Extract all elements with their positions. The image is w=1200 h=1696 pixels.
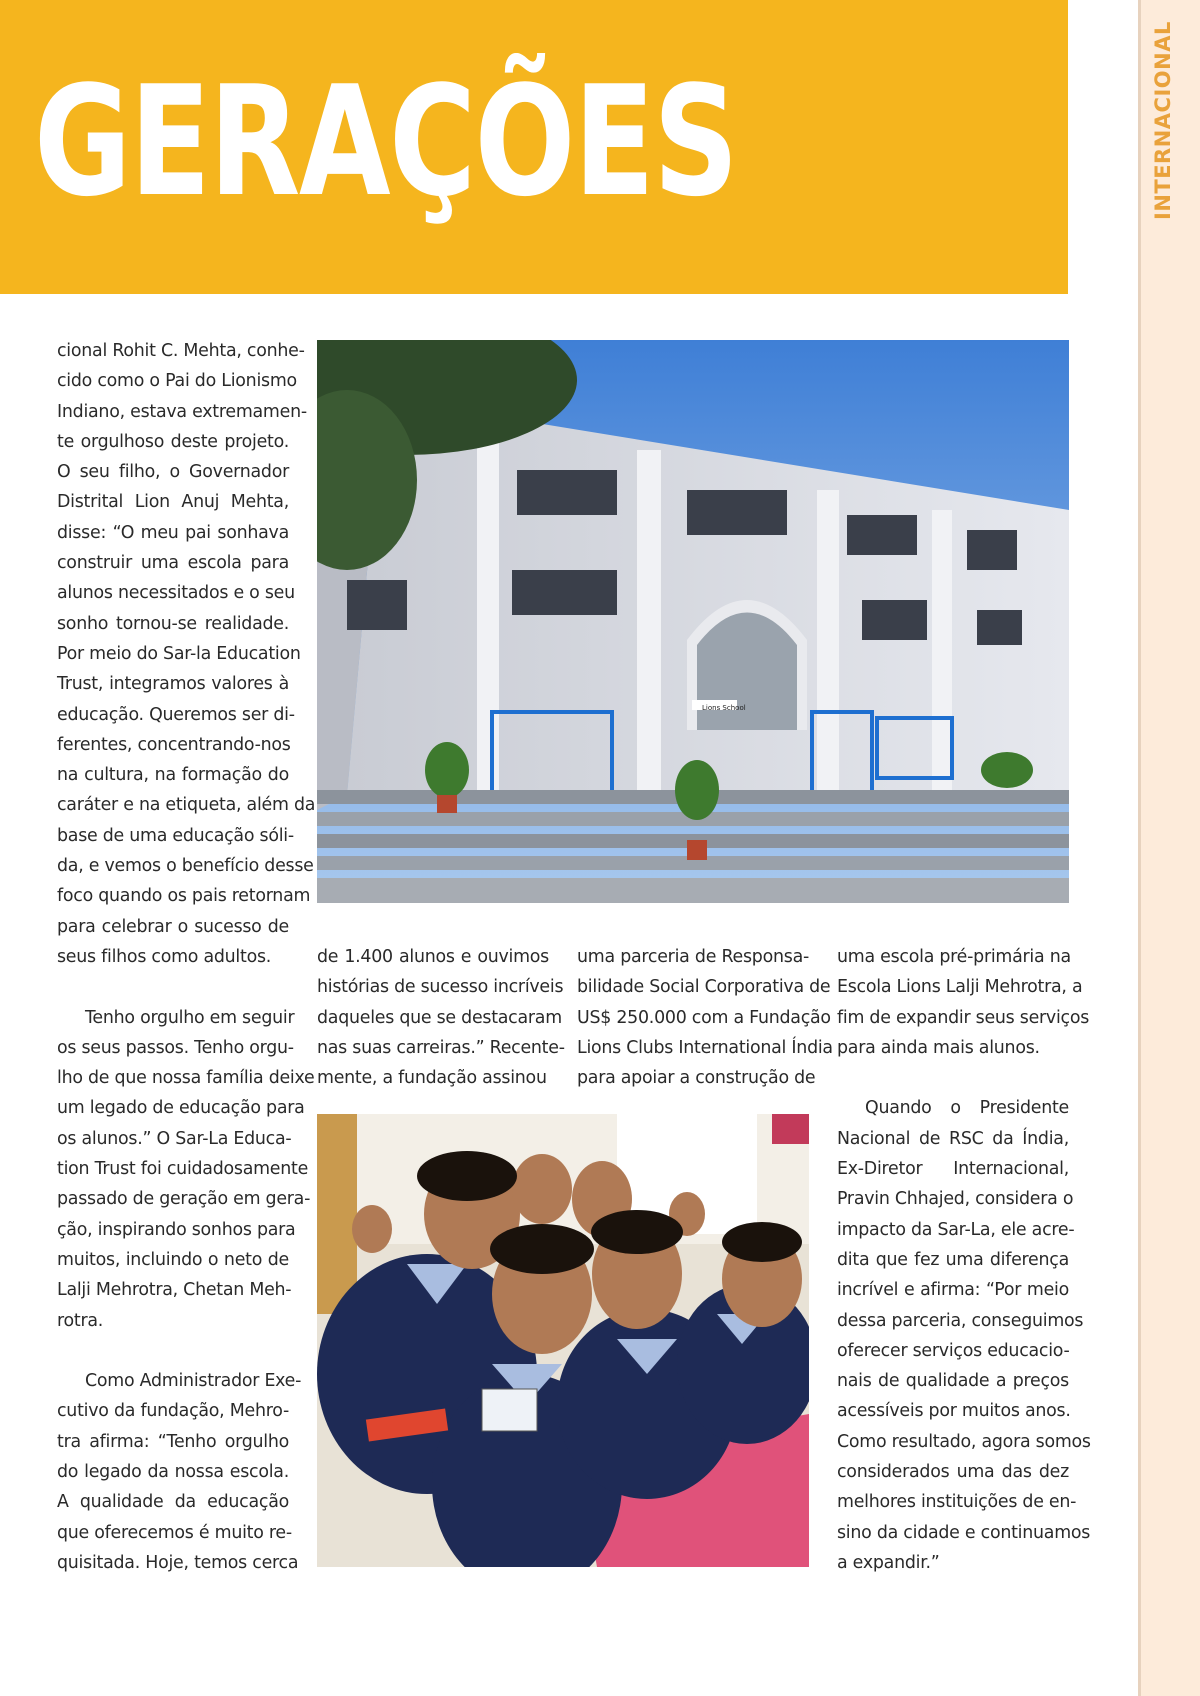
article-text-line: na cultura, na formação do — [57, 765, 289, 786]
article-text-line: um legado de educação para — [57, 1098, 305, 1119]
article-text-line: sino da cidade e continuamos — [837, 1522, 1091, 1543]
article-text-line: Ex-Diretor Internacional, — [837, 1159, 1069, 1180]
article-column-4 — [837, 942, 1091, 1578]
article-column-1 — [57, 336, 316, 1578]
article-text-line: nais de qualidade a preços — [837, 1371, 1069, 1392]
paragraph-gap — [57, 972, 289, 1002]
article-text-line: Por meio do Sar-la Education — [57, 643, 301, 664]
article-text-line: oferecer serviços educacio- — [837, 1340, 1070, 1361]
article-text-line: Tenho orgulho em seguir — [85, 1007, 295, 1028]
article-text-line: Pravin Chhajed, considera o — [837, 1189, 1074, 1210]
article-text-line: tion Trust foi cuidadosamente — [57, 1159, 309, 1180]
article-text-line: quisitada. Hoje, temos cerca — [57, 1552, 299, 1573]
article-text-line: Nacional de RSC da Índia, — [837, 1128, 1069, 1149]
article-text-line: Distrital Lion Anuj Mehta, — [57, 492, 289, 513]
article-text-line: a expandir.” — [837, 1552, 940, 1573]
page-title: GERAÇÕES — [34, 53, 738, 230]
article-text-line: cutivo da fundação, Mehro- — [57, 1401, 289, 1422]
article-text-line: que oferecemos é muito re- — [57, 1522, 292, 1543]
article-text-line: A qualidade da educação — [57, 1492, 289, 1513]
article-text-line: te orgulhoso deste projeto. — [57, 431, 289, 452]
article-text-line: acessíveis por muitos anos. — [837, 1401, 1071, 1422]
article-text-line: Escola Lions Lalji Mehrotra, a — [837, 977, 1083, 998]
article-text-line: para celebrar o sucesso de — [57, 916, 289, 937]
article-text-line: tra afirma: “Tenho orgulho — [57, 1431, 289, 1452]
article-text-line: Quando o Presidente — [865, 1098, 1069, 1119]
school-building-photo — [317, 340, 1069, 903]
article-text-line: Indiano, estava extremamen- — [57, 401, 307, 422]
article-text-line: disse: “O meu pai sonhava — [57, 522, 289, 543]
article-text-line: do legado da nossa escola. — [57, 1461, 289, 1482]
article-text-line: da, e vemos o benefício desse — [57, 856, 314, 877]
article-text-line: lho de que nossa família deixe — [57, 1068, 315, 1089]
article-text-line: Trust, integramos valores à — [57, 674, 289, 695]
article-text-line: rotra. — [57, 1310, 104, 1331]
article-text-line: cido como o Pai do Lionismo — [57, 371, 297, 392]
school-sign: Lions School — [702, 704, 746, 712]
article-text-line: bilidade Social Corporativa de — [577, 977, 831, 998]
article-column-2 — [317, 942, 565, 1093]
article-text-line: cional Rohit C. Mehta, conhe- — [57, 341, 305, 361]
article-text-line: os alunos.” O Sar-La Educa- — [57, 1128, 292, 1149]
article-text-line: considerados uma das dez — [837, 1462, 1069, 1483]
article-text-line: sonho tornou-se realidade. — [57, 613, 289, 634]
article-text-line: nas suas carreiras.” Recente- — [317, 1037, 565, 1058]
article-text-line: para apoiar a construção de — [577, 1068, 816, 1089]
article-text-line: alunos necessitados e o seu — [57, 583, 295, 604]
article-text-line: ção, inspirando sonhos para — [57, 1219, 296, 1240]
children-group-photo — [317, 1114, 809, 1567]
article-text-line: Lions Clubs International Índia — [577, 1037, 833, 1058]
section-label-text: INTERNACIONAL — [1151, 21, 1175, 220]
article-text-line: histórias de sucesso incríveis — [317, 977, 564, 998]
paragraph-gap — [837, 1063, 1069, 1093]
article-text-line: foco quando os pais retornam — [57, 886, 311, 907]
article-text-line: muitos, incluindo o neto de — [57, 1249, 289, 1270]
article-text-line: caráter e na etiqueta, além da — [57, 795, 316, 816]
article-text-line: base de uma educação sóli- — [57, 825, 294, 846]
article-text-line: Como resultado, agora somos — [837, 1431, 1091, 1452]
article-text-line: dita que fez uma diferença — [837, 1249, 1069, 1270]
article-text-line: incrível e afirma: “Por meio — [837, 1280, 1069, 1301]
article-text-line: uma parceria de Responsa- — [577, 947, 809, 967]
article-text-line: uma escola pré-primária na — [837, 947, 1071, 967]
article-text-line: mente, a fundação assinou — [317, 1068, 547, 1089]
article-text-line: de 1.400 alunos e ouvimos — [317, 947, 549, 967]
article-text-line: impacto da Sar-La, ele acre- — [837, 1219, 1075, 1240]
paragraph-gap — [57, 1336, 289, 1366]
article-text-line: fim de expandir seus serviços — [837, 1007, 1090, 1028]
section-sidebar — [1141, 0, 1200, 1696]
article-text-line: US$ 250.000 com a Fundação — [577, 1007, 831, 1028]
article-text-line: passado de geração em gera- — [57, 1189, 311, 1210]
article-text-line: melhores instituições de en- — [837, 1492, 1077, 1513]
article-text-line: para ainda mais alunos. — [837, 1037, 1040, 1058]
article-text-line: os seus passos. Tenho orgu- — [57, 1037, 294, 1058]
article-text-line: O seu filho, o Governador — [57, 462, 289, 483]
article-text-line: educação. Queremos ser di- — [57, 704, 295, 725]
article-text-line: dessa parceria, conseguimos — [837, 1310, 1084, 1331]
article-text-line: ferentes, concentrando-nos — [57, 734, 291, 755]
article-text-line: construir uma escola para — [57, 553, 289, 574]
article-text-line: daqueles que se destacaram — [317, 1007, 562, 1028]
article-text-line: Lalji Mehrotra, Chetan Meh- — [57, 1280, 292, 1301]
article-text-line: Como Administrador Exe- — [85, 1371, 302, 1392]
article-text-line: seus filhos como adultos. — [57, 946, 272, 967]
article-column-3 — [577, 942, 833, 1093]
